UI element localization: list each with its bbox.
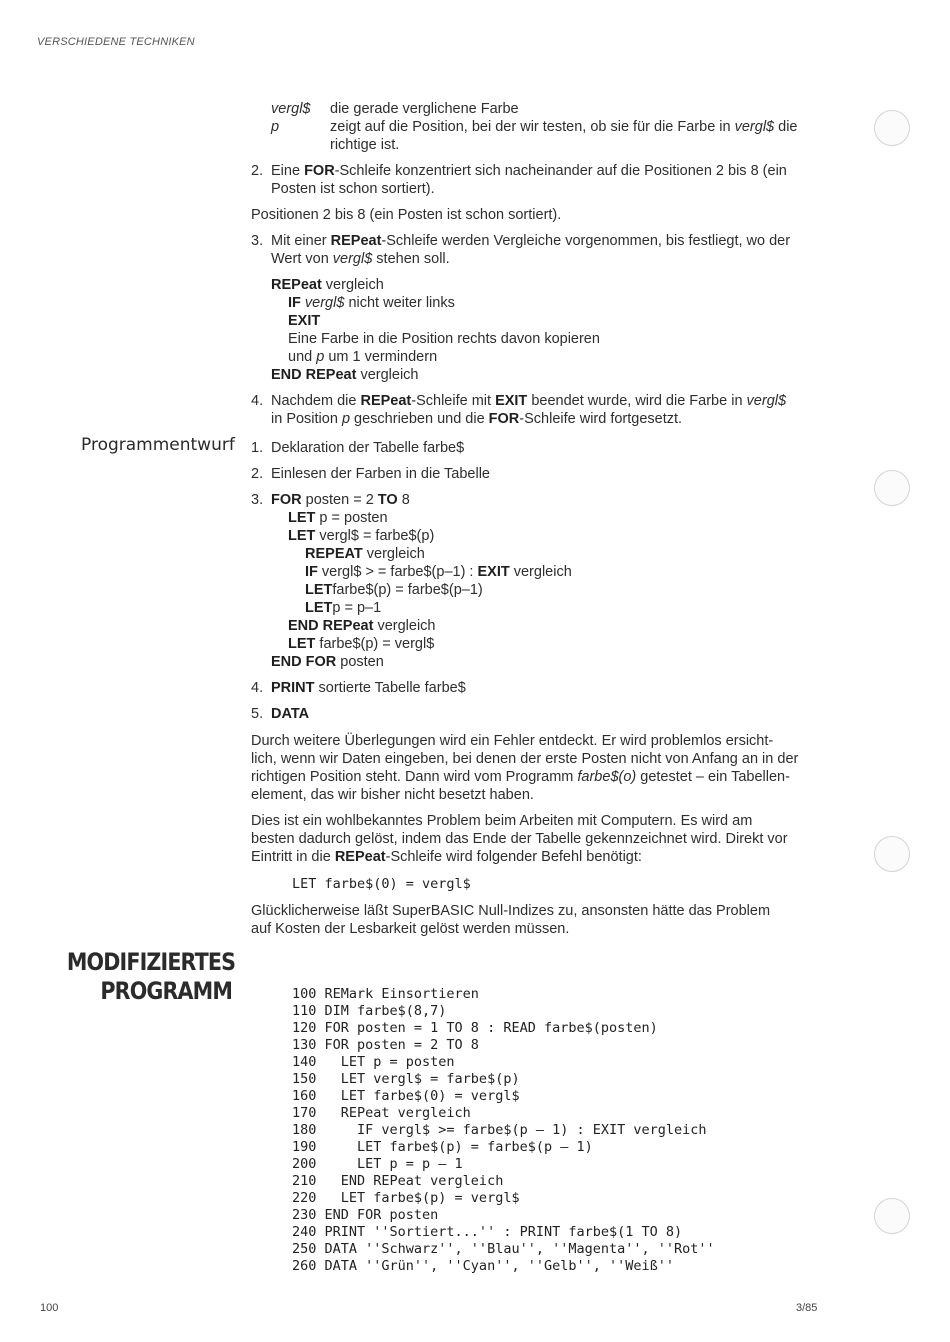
step-2-text: Eine FOR-Schleife konzentriert sich nacheinander auf die Positionen 2 bis 8 (ein [271, 163, 787, 179]
list-number: 4. [251, 393, 264, 409]
code-line: 200 LET p = p – 1 [292, 1156, 463, 1172]
code-line: 160 LET farbe$(0) = vergl$ [292, 1088, 520, 1104]
pseudo-line: Eine Farbe in die Position rechts davon kopieren [288, 331, 600, 347]
draft-code-line: END FOR posten [271, 654, 384, 670]
section-heading: MODIFIZIERTES PROGRAMM [66, 948, 236, 1005]
draft-step-4: PRINT sortierte Tabelle farbe$ [271, 680, 466, 696]
repeated-paragraph: Positionen 2 bis 8 (ein Posten ist schon sortiert). [251, 207, 562, 223]
list-number: 2. [251, 163, 264, 179]
pseudo-line: EXIT [288, 313, 321, 329]
code-line: 150 LET vergl$ = farbe$(p) [292, 1071, 520, 1087]
code-line: 180 IF vergl$ >= farbe$(p – 1) : EXIT vergleich [292, 1122, 707, 1138]
step-3-text-cont: Wert von vergl$ stehen soll. [271, 251, 450, 267]
paragraph-1-line: Durch weitere Überlegungen wird ein Fehler entdeckt. Er wird problemlos ersicht- [251, 733, 774, 749]
list-number: 2. [251, 466, 264, 482]
page-number: 100 [40, 1302, 59, 1314]
paragraph-1-line: element, das wir bisher nicht besetzt haben. [251, 787, 534, 803]
code-line: 240 PRINT ''Sortiert...'' : PRINT farbe$(1 TO 8) [292, 1224, 683, 1240]
draft-step-2: Einlesen der Farben in die Tabelle [271, 466, 490, 482]
paragraph-2-line: Dies ist ein wohlbekanntes Problem beim Arbeiten mit Computern. Es wird am [251, 813, 753, 829]
code-line: 100 REMark Einsortieren [292, 986, 479, 1002]
code-line: 210 END REPeat vergleich [292, 1173, 504, 1189]
binder-hole [874, 836, 910, 872]
paragraph-2-line: besten dadurch gelöst, indem das Ende der Tabelle gekennzeichnet wird. Direkt vor [251, 831, 788, 847]
paragraph-3-line: auf Kosten der Lesbarkeit gelöst werden müssen. [251, 921, 570, 937]
paragraph-1-line: lich, wenn wir Daten eingeben, bei denen der erste Posten nicht von Anfang an in der [251, 751, 799, 767]
code-line: 250 DATA ''Schwarz'', ''Blau'', ''Magenta'', ''Rot'' [292, 1241, 715, 1257]
definition-p-desc: zeigt auf die Position, bei der wir testen, ob sie für die Farbe in vergl$ die [330, 119, 798, 135]
list-number: 4. [251, 680, 264, 696]
definition-vergl: vergl$ [271, 101, 311, 117]
code-snippet: LET farbe$(0) = vergl$ [292, 876, 471, 892]
draft-code-line: LETp = p–1 [305, 600, 382, 616]
draft-code-line: LET vergl$ = farbe$(p) [288, 528, 435, 544]
list-number: 5. [251, 706, 264, 722]
code-line: 110 DIM farbe$(8,7) [292, 1003, 447, 1019]
pseudo-line: END REPeat vergleich [271, 367, 419, 383]
code-line: 120 FOR posten = 1 TO 8 : READ farbe$(posten) [292, 1020, 658, 1036]
draft-code-line: LET farbe$(p) = vergl$ [288, 636, 435, 652]
running-head: VERSCHIEDENE TECHNIKEN [37, 36, 195, 48]
pseudo-line: und p um 1 vermindern [288, 349, 438, 365]
binder-hole [874, 110, 910, 146]
code-line: 230 END FOR posten [292, 1207, 439, 1223]
side-heading: Programmentwurf [81, 435, 235, 455]
draft-code-line: END REPeat vergleich [288, 618, 436, 634]
draft-code-line: LET p = posten [288, 510, 388, 526]
definition-vergl-desc: die gerade verglichene Farbe [330, 101, 519, 117]
list-number: 3. [251, 233, 264, 249]
code-line: 260 DATA ''Grün'', ''Cyan'', ''Gelb'', ''Weiß'' [292, 1258, 675, 1274]
draft-code-line: LETfarbe$(p) = farbe$(p–1) [305, 582, 483, 598]
step-4-text: Nachdem die REPeat-Schleife mit EXIT beendet wurde, wird die Farbe in vergl$ [271, 393, 787, 409]
list-number: 1. [251, 440, 264, 456]
code-line: 220 LET farbe$(p) = vergl$ [292, 1190, 520, 1206]
list-number: 3. [251, 492, 264, 508]
code-line: 170 REPeat vergleich [292, 1105, 471, 1121]
step-2-text-cont: Posten ist schon sortiert). [271, 181, 435, 197]
draft-code-line: FOR posten = 2 TO 8 [271, 492, 410, 508]
code-line: 130 FOR posten = 2 TO 8 [292, 1037, 479, 1053]
paragraph-3-line: Glücklicherweise läßt SuperBASIC Null-Indizes zu, ansonsten hätte das Problem [251, 903, 771, 919]
pseudo-line: REPeat vergleich [271, 277, 384, 293]
draft-code-line: REPEAT vergleich [305, 546, 425, 562]
draft-step-1: Deklaration der Tabelle farbe$ [271, 440, 465, 456]
issue-label: 3/85 [796, 1302, 818, 1314]
code-line: 190 LET farbe$(p) = farbe$(p – 1) [292, 1139, 593, 1155]
code-line: 140 LET p = posten [292, 1054, 455, 1070]
definition-p-desc-cont: richtige ist. [330, 137, 400, 153]
binder-hole [874, 1198, 910, 1234]
pseudo-line: IF vergl$ nicht weiter links [288, 295, 455, 311]
binder-hole [874, 470, 910, 506]
step-3-text: Mit einer REPeat-Schleife werden Vergleiche vorgenommen, bis festliegt, wo der [271, 233, 791, 249]
draft-code-line: IF vergl$ > = farbe$(p–1) : EXIT vergleich [305, 564, 572, 580]
definition-p: p [271, 119, 280, 135]
paragraph-1-line: richtigen Position steht. Dann wird vom Programm farbe$(o) getestet – ein Tabellen- [251, 769, 790, 785]
draft-step-5: DATA [271, 706, 310, 722]
paragraph-2-line: Eintritt in die REPeat-Schleife wird folgender Befehl benötigt: [251, 849, 642, 865]
step-4-text-cont: in Position p geschrieben und die FOR-Schleife wird fortgesetzt. [271, 411, 683, 427]
